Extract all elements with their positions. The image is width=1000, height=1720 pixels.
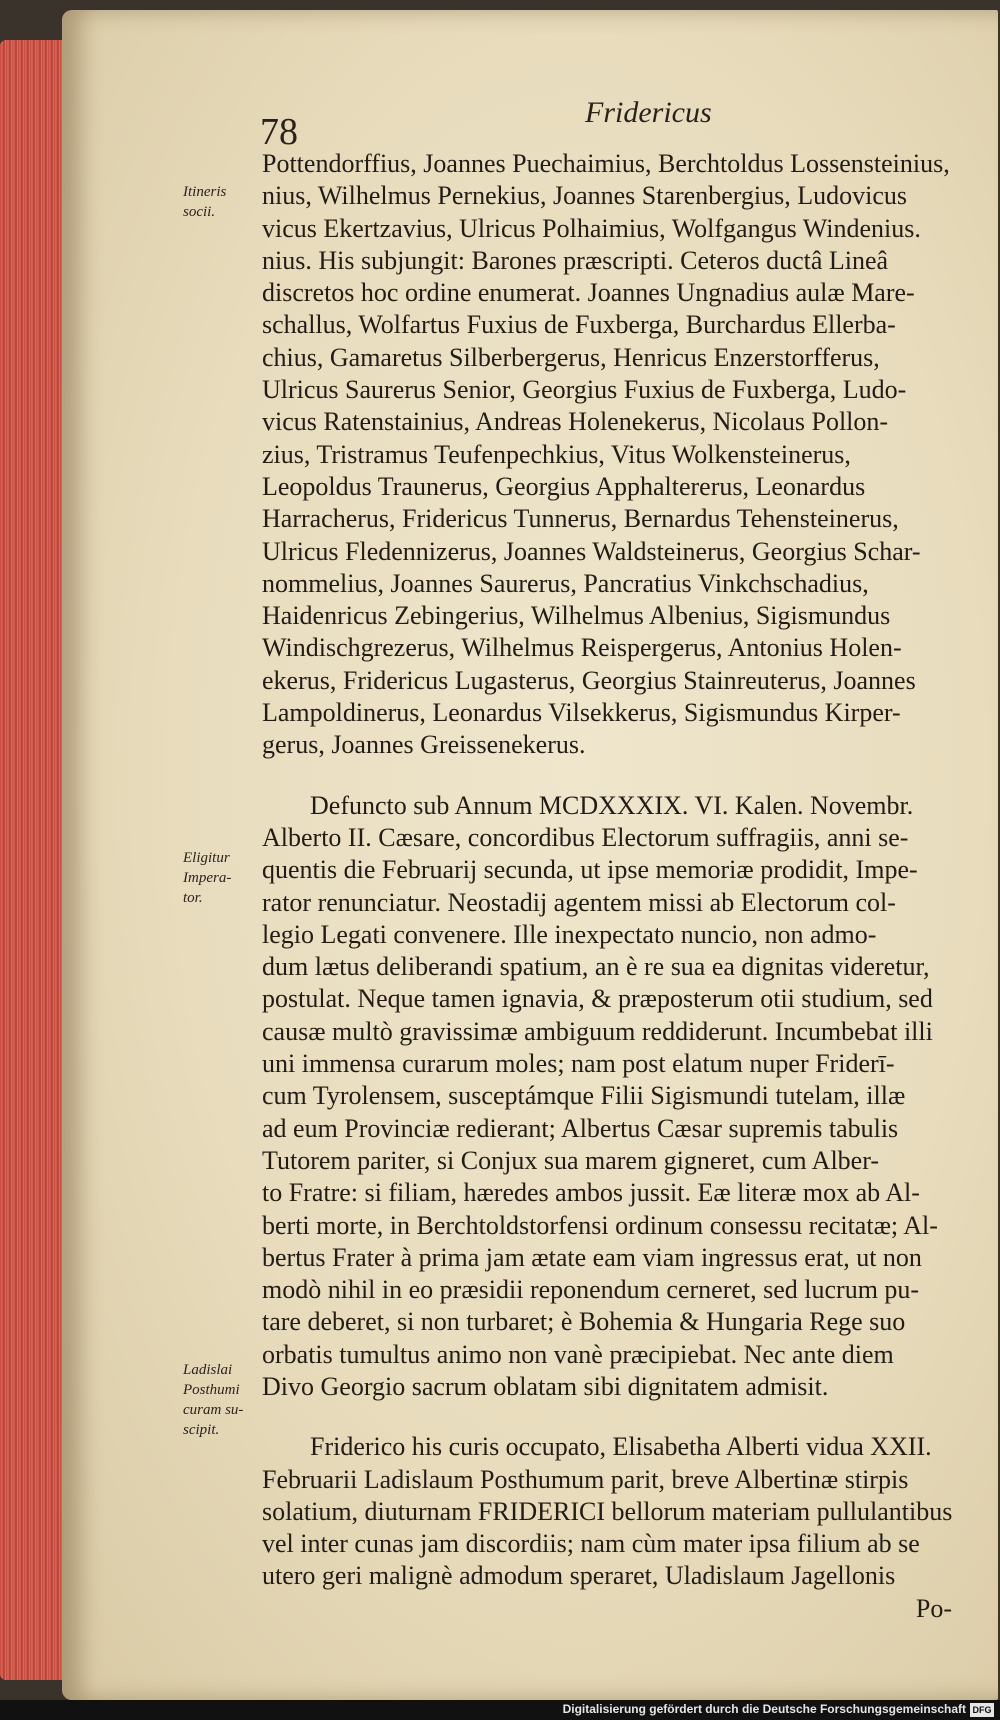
text-line: Pottendorffius, Joannes Puechaimius, Berchtoldus Lossensteinius, xyxy=(262,149,950,178)
text-line: ad eum Provinciæ redierant; Albertus Cæsar supremis tabulis xyxy=(262,1113,899,1143)
margin-note-line: Impera- xyxy=(183,870,232,886)
text-line: modò nihil in eo præsidii reponendum cerneret, sed lucrum pu- xyxy=(262,1275,920,1305)
dfg-logo: DFG xyxy=(970,1703,994,1717)
paragraph-3 xyxy=(262,1431,962,1625)
page-number: 78 xyxy=(260,111,298,153)
text-line: bertus Frater à prima jam ætate eam viam ingressus erat, ut non xyxy=(262,1242,922,1272)
text-line: cum Tyrolensem, susceptámque Filii Sigismundi tutelam, illæ xyxy=(262,1081,906,1111)
margin-note-line: Itineris xyxy=(183,184,227,200)
text-line: Harracherus, Fridericus Tunnerus, Bernardus Tehensteinerus, xyxy=(262,504,899,534)
text-line: Ulricus Fledennizerus, Joannes Waldsteinerus, Georgius Schar- xyxy=(262,536,921,566)
paragraph-spacer xyxy=(262,1403,962,1431)
margin-note-line: Posthumi xyxy=(183,1382,240,1398)
text-line: Divo Georgio sacrum oblatam sibi dignitatem admisit. xyxy=(262,1371,829,1401)
text-line: utero geri malignè admodum speraret, Uladislaum Jagellonis xyxy=(262,1561,896,1591)
text-line: Friderico his curis occupato, Elisabetha Alberti vidua XXII. xyxy=(310,1432,932,1462)
margin-note-line: Eligitur xyxy=(183,850,230,866)
margin-note-ladislai xyxy=(183,1360,263,1440)
text-line: nommelius, Joannes Saurerus, Pancratius Vinkchschadius, xyxy=(262,568,869,598)
text-line: vel inter cunas jam discordiis; nam cùm mater ipsa filium ab se xyxy=(262,1529,920,1559)
margin-note-itineris xyxy=(183,182,263,222)
text-line: Defuncto sub Annum MCDXXXIX. VI. Kalen. Novembr. xyxy=(310,790,914,820)
text-line: to Fratre: si filiam, hæredes ambos jussit. Eæ literæ mox ab Al- xyxy=(262,1178,920,1208)
text-line: quentis die Februarij secunda, ut ipse memoriæ prodidit, Impe- xyxy=(262,855,918,885)
text-line: gerus, Joannes Greissenekerus. xyxy=(262,730,586,760)
text-line: legio Legati convenere. Ille inexpectato nuncio, non admo- xyxy=(262,919,877,949)
text-line: solatium, diuturnam FRIDERICI bellorum materiam pullulantibus xyxy=(262,1496,953,1526)
text-line: nius, Wilhelmus Pernekius, Joannes Starenbergius, Ludovicus xyxy=(262,181,908,211)
margin-note-line: socii. xyxy=(183,204,216,220)
text-line: Haidenricus Zebingerius, Wilhelmus Albenius, Sigismundus xyxy=(262,601,891,631)
text-line: Windischgrezerus, Wilhelmus Reispergerus, Antonius Holen- xyxy=(262,633,902,663)
text-line: dum lætus deliberandi spatium, an è re sua ea dignitas videretur, xyxy=(262,952,930,982)
text-line: chius, Gamaretus Silberbergerus, Henricus Enzerstorfferus, xyxy=(262,342,880,372)
text-line: rator renunciatur. Neostadij agentem missi ab Electorum col- xyxy=(262,887,896,917)
text-line: nius. His subjungit: Barones præscripti. Ceteros ductâ Lineâ xyxy=(262,245,889,275)
text-line: postulat. Neque tamen ignavia, & præposterum otii studium, sed xyxy=(262,984,933,1014)
text-line: Lampoldinerus, Leonardus Vilsekkerus, Sigismundus Kirper- xyxy=(262,698,901,728)
text-line: Ulricus Saurerus Senior, Georgius Fuxius de Fuxberga, Ludo- xyxy=(262,375,907,405)
margin-note-line: Ladislai xyxy=(183,1362,233,1378)
running-head xyxy=(250,88,950,153)
text-line: discretos hoc ordine enumerat. Joannes Ungnadius aulæ Mare- xyxy=(262,278,915,308)
text-line: Februarii Ladislaum Posthumum parit, breve Albertinæ stirpis xyxy=(262,1464,909,1494)
digitization-footer xyxy=(0,1700,1000,1720)
text-line: uni immensa curarum moles; nam post elatum nuper Friderī- xyxy=(262,1049,895,1079)
text-line: causæ multò gravissimæ ambiguum reddiderunt. Incumbebat illi xyxy=(262,1016,933,1046)
body-text xyxy=(262,148,962,1625)
paragraph-2 xyxy=(262,790,962,1404)
margin-note-eligitur xyxy=(183,848,263,908)
page-edge-red xyxy=(0,40,68,1680)
margin-note-line: curam su- xyxy=(183,1402,244,1418)
text-line: schallus, Wolfartus Fuxius de Fuxberga, Burchardus Ellerba- xyxy=(262,310,896,340)
text-line: berti morte, in Berchtoldstorfensi ordinum consessu recitatæ; Al- xyxy=(262,1210,938,1240)
text-line: tare deberet, si non turbaret; è Bohemia & Hungaria Rege suo xyxy=(262,1307,906,1337)
text-line: orbatis tumultus animo non vanè præcipiebat. Nec ante diem xyxy=(262,1339,894,1369)
text-line: Leopoldus Traunerus, Georgius Apphaltererus, Leonardus xyxy=(262,471,866,501)
paragraph-1 xyxy=(262,148,962,762)
text-line: vicus Ekertzavius, Ulricus Polhaimius, Wolfgangus Windenius. xyxy=(262,213,921,243)
paragraph-spacer xyxy=(262,762,962,790)
running-title: Fridericus xyxy=(585,96,712,129)
text-line: Alberto II. Cæsare, concordibus Electorum suffragiis, anni se- xyxy=(262,822,909,852)
text-line: vicus Ratenstainius, Andreas Holenekerus, Nicolaus Pollon- xyxy=(262,407,889,437)
text-line: zius, Tristramus Teufenpechkius, Vitus Wolkensteinerus, xyxy=(262,439,851,469)
text-line: Tutorem pariter, si Conjux sua marem gigneret, cum Alber- xyxy=(262,1145,880,1175)
footer-credit: Digitalisierung gefördert durch die Deutsche Forschungsgemeinschaft xyxy=(562,1702,966,1716)
text-line: ekerus, Fridericus Lugasterus, Georgius Stainreuterus, Joannes xyxy=(262,665,916,695)
margin-note-line: scipit. xyxy=(183,1422,220,1438)
margin-note-line: tor. xyxy=(183,890,203,906)
catchword: Po- xyxy=(915,1593,952,1623)
